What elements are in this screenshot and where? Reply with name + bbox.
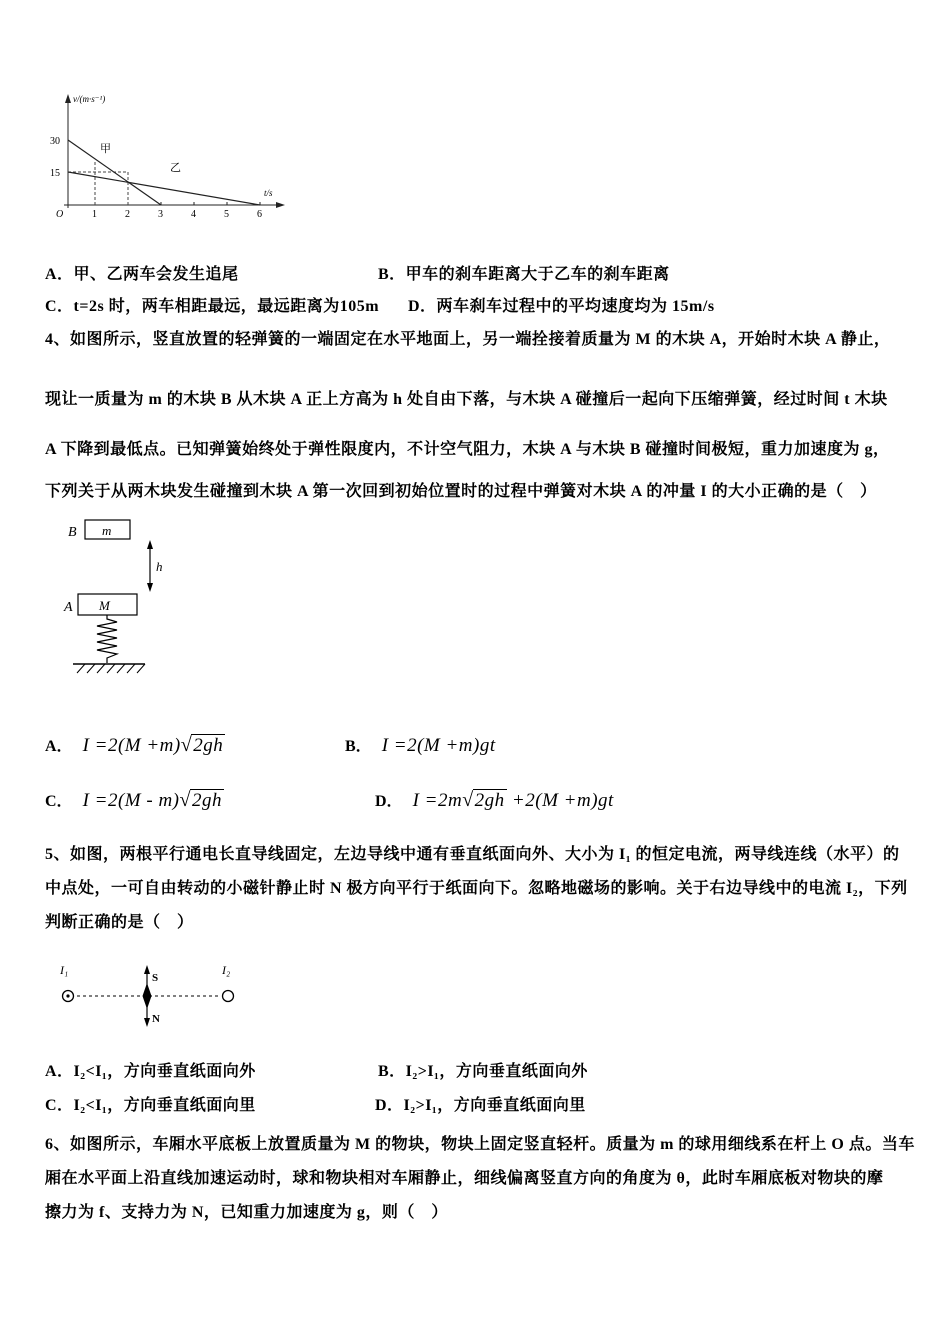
q4-option-c <box>45 788 224 812</box>
q4-option-b <box>345 733 495 757</box>
x-tick-6: 6 <box>257 209 262 220</box>
south-pole-label: S <box>152 972 159 984</box>
q5-option-c: C．I₂<I₁，方向垂直纸面向里 <box>45 1097 256 1114</box>
q3-option-b: B．甲车的刹车距离大于乙车的刹车距离 <box>378 266 670 283</box>
q5-stem-line-1: 5、如图，两根平行通电长直导线固定，左边导线中通有垂直纸面向外、大小为 I₁ 的恒定电流，两导线连线（水平）的 <box>45 846 900 863</box>
block-a-label: A <box>64 600 73 615</box>
x-tick-3: 3 <box>158 209 163 220</box>
x-tick-2: 2 <box>125 209 130 220</box>
x-axis-arrow-icon <box>276 202 285 208</box>
q4-stem-line-2: 现让一质量为 m 的木块 B 从木块 A 正上方高为 h 处自由下落，与木块 A 碰撞后一起向下压缩弹簧，经过时间 t 木块 <box>45 391 888 408</box>
q3-option-c: C．t=2s 时，两车相距最远，最远距离为105m <box>45 298 380 315</box>
q5-option-b: B．I₂>I₁，方向垂直纸面向外 <box>378 1063 588 1080</box>
q4-option-d <box>375 788 614 812</box>
option-b-label: B． <box>345 738 372 755</box>
right-wire-icon <box>223 991 234 1002</box>
series-label-yi: 乙 <box>170 162 181 174</box>
option-a-formula <box>83 734 226 757</box>
y-tick-30: 30 <box>50 136 60 147</box>
x-tick-4: 4 <box>191 209 196 220</box>
left-current-label: I₁ <box>60 963 69 977</box>
block-b-label: B <box>68 525 77 540</box>
dashed-guides <box>68 162 128 205</box>
series-line-jia <box>68 140 161 205</box>
height-label: h <box>156 559 163 574</box>
x-tick-1: 1 <box>92 209 97 220</box>
ground-hatching <box>77 664 145 673</box>
y-tick-15: 15 <box>50 168 60 179</box>
formula-post: +2(M +m)gt <box>506 790 614 811</box>
origin-label: O <box>56 209 64 220</box>
series-line-yi <box>68 172 260 205</box>
velocity-time-graph <box>40 88 300 228</box>
q5-option-d: D．I₂>I₁，方向垂直纸面向里 <box>375 1097 586 1114</box>
q4-stem-line-1: 4、如图所示，竖直放置的轻弹簧的一端固定在水平地面上，另一端拴接着质量为 M 的木块 A，开始时木块 A 静止， <box>45 331 891 348</box>
q3-option-d: D．两车刹车过程中的平均速度均为 15m/s <box>408 298 715 315</box>
height-arrow-bottom-icon <box>147 583 153 592</box>
formula-pre: I =2(M +m)gt <box>381 735 496 756</box>
needle-arrow-up-icon <box>144 965 150 974</box>
y-axis-label: v/(m·s⁻¹) <box>73 94 106 104</box>
sqrt-radical-icon: √ <box>180 734 193 756</box>
option-a-label: A． <box>45 738 73 755</box>
q6-stem-line-3: 擦力为 f、支持力为 N，已知重力加速度为 g，则（ ） <box>45 1204 448 1221</box>
wires-compass-figure <box>50 958 260 1033</box>
formula-pre: I =2(M - m) <box>82 790 180 811</box>
formula-pre: I =2(M +m) <box>82 735 181 756</box>
series-label-jia: 甲 <box>100 143 111 155</box>
option-d-formula <box>413 789 614 812</box>
formula-pre: I =2m <box>412 790 463 811</box>
height-arrow-top-icon <box>147 540 153 549</box>
option-d-label: D． <box>375 793 403 810</box>
sqrt-radicand: 2gh <box>474 790 505 811</box>
q5-option-a: A．I₂<I₁，方向垂直纸面向外 <box>45 1063 256 1080</box>
y-axis-arrow-icon <box>65 94 71 103</box>
option-c-formula <box>83 789 224 812</box>
right-current-label: I₂ <box>222 963 231 977</box>
needle-arrow-down-icon <box>144 1018 150 1027</box>
left-wire-dot-icon <box>66 994 69 997</box>
sqrt-radicand: 2gh <box>191 790 222 811</box>
q5-stem-line-2: 中点处，一可自由转动的小磁针静止时 N 极方向平行于纸面向下。忽略地磁场的影响。关于右边导线中的电流 I₂，下列 <box>45 880 908 897</box>
sqrt-radical-icon: √ <box>179 789 191 811</box>
spring <box>97 615 117 663</box>
q4-stem-line-3: A 下降到最低点。已知弹簧始终处于弹性限度内，不计空气阻力，木块 A 与木块 B 碰撞时间极短，重力加速度为 g， <box>45 441 890 458</box>
option-b-formula <box>382 734 495 757</box>
q6-stem-line-1: 6、如图所示，车厢水平底板上放置质量为 M 的物块，物块上固定竖直轻杆。质量为 m 的球用细线系在杆上 O 点。当车 <box>45 1136 915 1153</box>
q3-option-a: A．甲、乙两车会发生追尾 <box>45 266 239 283</box>
q4-stem-line-4: 下列关于从两木块发生碰撞到木块 A 第一次回到初始位置时的过程中弹簧对木块 A 的冲量 I 的大小正确的是（ ） <box>45 483 877 500</box>
x-axis-label: t/s <box>264 188 273 198</box>
sqrt-radical-icon: √ <box>462 789 474 811</box>
spring-blocks-figure <box>55 512 195 687</box>
mass-a-label: M <box>99 598 110 613</box>
option-c-label: C． <box>45 793 73 810</box>
q5-stem-line-3: 判断正确的是（ ） <box>45 914 194 931</box>
q6-stem-line-2: 厢在水平面上沿直线加速运动时，球和物块相对车厢静止，细线偏离竖直方向的角度为 θ，此时车厢底板对物块的摩 <box>45 1170 884 1187</box>
north-pole-label: N <box>152 1013 160 1025</box>
x-tick-5: 5 <box>224 209 229 220</box>
q4-option-a <box>45 733 225 757</box>
compass-needle-icon <box>143 983 152 1009</box>
sqrt-radicand: 2gh <box>193 735 224 756</box>
mass-b-label: m <box>102 523 112 538</box>
